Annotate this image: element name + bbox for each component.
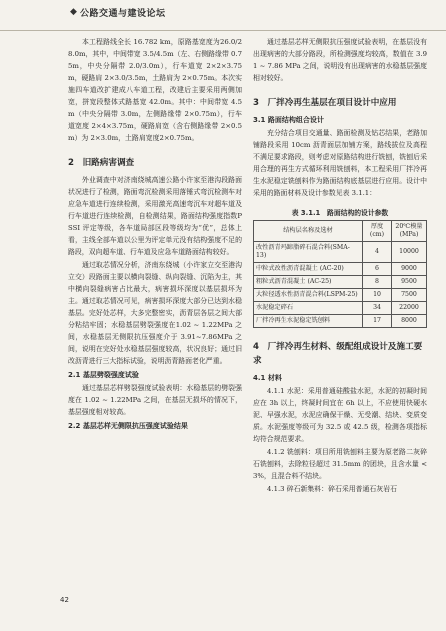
table-cell: 8 — [363, 276, 392, 289]
table-cell: 改性沥青玛蹄脂碎石混合料(SMA-13) — [254, 242, 363, 263]
table-cell: 9000 — [392, 263, 427, 276]
subsection-2-1-paragraph: 通过基层芯样劈裂强度试验表明：水稳基层的劈裂强度在 1.02 ~ 1.22MPa 之间，在基层无损坏的情况下，基层强度相对较高。 — [68, 384, 242, 416]
table-cell: 22000 — [392, 302, 427, 315]
table-cell: 水泥稳定碎石 — [254, 302, 363, 315]
table-cell: 8000 — [392, 315, 427, 328]
intro-paragraph: 本工程路线全长 16.782 km，原路基宽度为26.0/28.0m，其中，中间带宽 3.5/4.5m（左、右侧路缘带 0.75m，中央分隔带 2.0/3.0m），行车道宽 2×2×3.75m，硬路肩 2×3.0/3.5m，土路肩为 2×0.75m。本次实施四车道改扩建成八车道工程，改建后主要采用两侧加宽，拼宽段整体式路基宽 42.0m。其中：中间带宽 4.5m（中央分隔带 3.0m，左侧路缘带 2×0.75m），行车道宽度 2×4×3.75m，硬路肩宽（含右侧路缘带 2×0.5m）为 2×3.0m，土路肩宽度2×0.75m。 — [68, 38, 242, 142]
paragraph-4-1-3: 4.1.3 碎石新集料：碎石采用普通石灰岩石 — [267, 485, 397, 493]
table-cell: 10 — [363, 289, 392, 302]
subsection-3-1-paragraph: 充分结合项目交通量、路面检测及钻芯结果，老路加铺路段采用 10cm 沥青面层加铺方案，路线拔位及高程不满足要求路段，则考虑对原路结构进行铣刨，铣刨后采用合理的再生方式循环利用铣刨料，本工程采用厂拌冷再生水泥稳定铣刨料作为路面结构底基层进行应用。设计中采用的路面材料及设计参数见表 3.1.1： — [253, 129, 427, 197]
section-2-heading: 2 旧路病害调查 — [68, 158, 135, 168]
table-header-cell: 厚度(cm) — [363, 221, 392, 242]
table-row — [254, 302, 427, 315]
table-cell: 大粒径透水性沥青混合料(LSPM-25) — [254, 289, 363, 302]
subsection-2-2-heading: 2.2 基层芯样无侧限抗压强度试验结果 — [68, 422, 188, 430]
diamond-icon: ◆ — [70, 7, 77, 17]
table-row — [254, 289, 427, 302]
table-row — [254, 276, 427, 289]
section-2-paragraph-2: 通过取芯情况分析，济南东绕城（小许家立交至港沟立交）段路面主要以横向裂缝、纵向裂缝、沉陷为主，其中横向裂缝病害占比最大，病害损坏深度以基层损坏为主。通过取芯情况可见，病害损坏深度大部分已达到水稳基层。完好处芯样，大多完整密实，沥青层各层之间大部分粘结牢固；水稳基层劈裂强度在1.02 ~ 1.22MPa 之间，水稳基层无侧限抗压强度介于 3.91~7.86MPa 之间，说明在完好处水稳基层强度较高，状况良好；通过旧改沥青进行三大指标试验，说明沥青路面老化严重。 — [68, 261, 242, 365]
table-header-cell: 20℃模量(MPa) — [392, 221, 427, 242]
table-cell: 10000 — [392, 242, 427, 263]
section-3-heading: 3 厂拌冷再生基层在项目设计中应用 — [253, 98, 397, 108]
table-cell: 7500 — [392, 289, 427, 302]
table-cell: 4 — [363, 242, 392, 263]
paragraph-4-1-1: 4.1.1 水泥：采用普通硅酸盐水泥，水泥的初凝时间应在 3h 以上，终凝时间宜在 6h 以上，不应使用快硬水泥、早强水泥，水泥应确保干燥、无受潮、结块、变质变质。水泥强度等级可为 32.5 或 42.5 级，检测各项指标均符合规范要求。 — [253, 387, 427, 443]
table-row — [254, 242, 427, 263]
section-4-heading: 4 厂拌冷再生材料、级配组成设计及施工要求 — [253, 342, 423, 366]
subsection-3-1-heading: 3.1 路面结构组合设计 — [253, 116, 324, 124]
pavement-parameters-table — [253, 220, 427, 328]
table-cell: 中粒式改性沥青混凝土 (AC-20) — [254, 263, 363, 276]
table-cell: 17 — [363, 315, 392, 328]
journal-title: 公路交通与建设论坛 — [80, 9, 166, 19]
table-row — [254, 315, 427, 328]
subsection-2-1-heading: 2.1 基层劈裂强度试验 — [68, 371, 139, 379]
subsection-2-2-paragraph: 通过基层芯样无侧限抗压强度试验表明，在基层没有出现病害的大部分路段，所检测强度均较高，数值在 3.91 ~ 7.86 MPa 之间，说明没有出现病害的水稳基层强度相对较好。 — [253, 38, 427, 82]
table-cell: 厂拌冷再生水泥稳定铣刨料 — [254, 315, 363, 328]
table-caption: 表 3.1.1 路面结构的设计参数 — [291, 209, 389, 217]
table-cell: 34 — [363, 302, 392, 315]
table-header-cell: 结构层名称及选材 — [254, 221, 363, 242]
page-number: 42 — [60, 596, 69, 604]
journal-header — [0, 0, 446, 31]
subsection-4-1-heading: 4.1 材料 — [253, 374, 282, 382]
table-cell: 粗粒式沥青混凝土 (AC-25) — [254, 276, 363, 289]
section-2-paragraph-1: 外业调查中对济南绕城高速公路小许家至港沟段路面状况进行了检测，路面弯沉检测采用落锤式弯沉检测车对应急车道进行连续检测，采用激光高速弯沉车对超车道及行车道进行连续检测，自检测结果，路面结构强度指数PSSI 评定等级，各车道局部区段等级均为“优”，总体上看，主线全部车道以公里为评定单元没有结构强度不足的路段，双向超车道、行车道及应急车道路面结构较好。 — [68, 176, 242, 256]
table-row — [254, 263, 427, 276]
paragraph-4-1-2: 4.1.2 铣刨料：项目所用铣刨料主要为原老路二灰碎石铣刨料，去除粒径超过 31.5mm 的团块，且含水量 <3%，且混合料不结块。 — [253, 448, 427, 480]
right-column — [253, 36, 427, 496]
table-cell: 9500 — [392, 276, 427, 289]
left-column — [68, 36, 242, 433]
table-header-row — [254, 221, 427, 242]
table-cell: 6 — [363, 263, 392, 276]
